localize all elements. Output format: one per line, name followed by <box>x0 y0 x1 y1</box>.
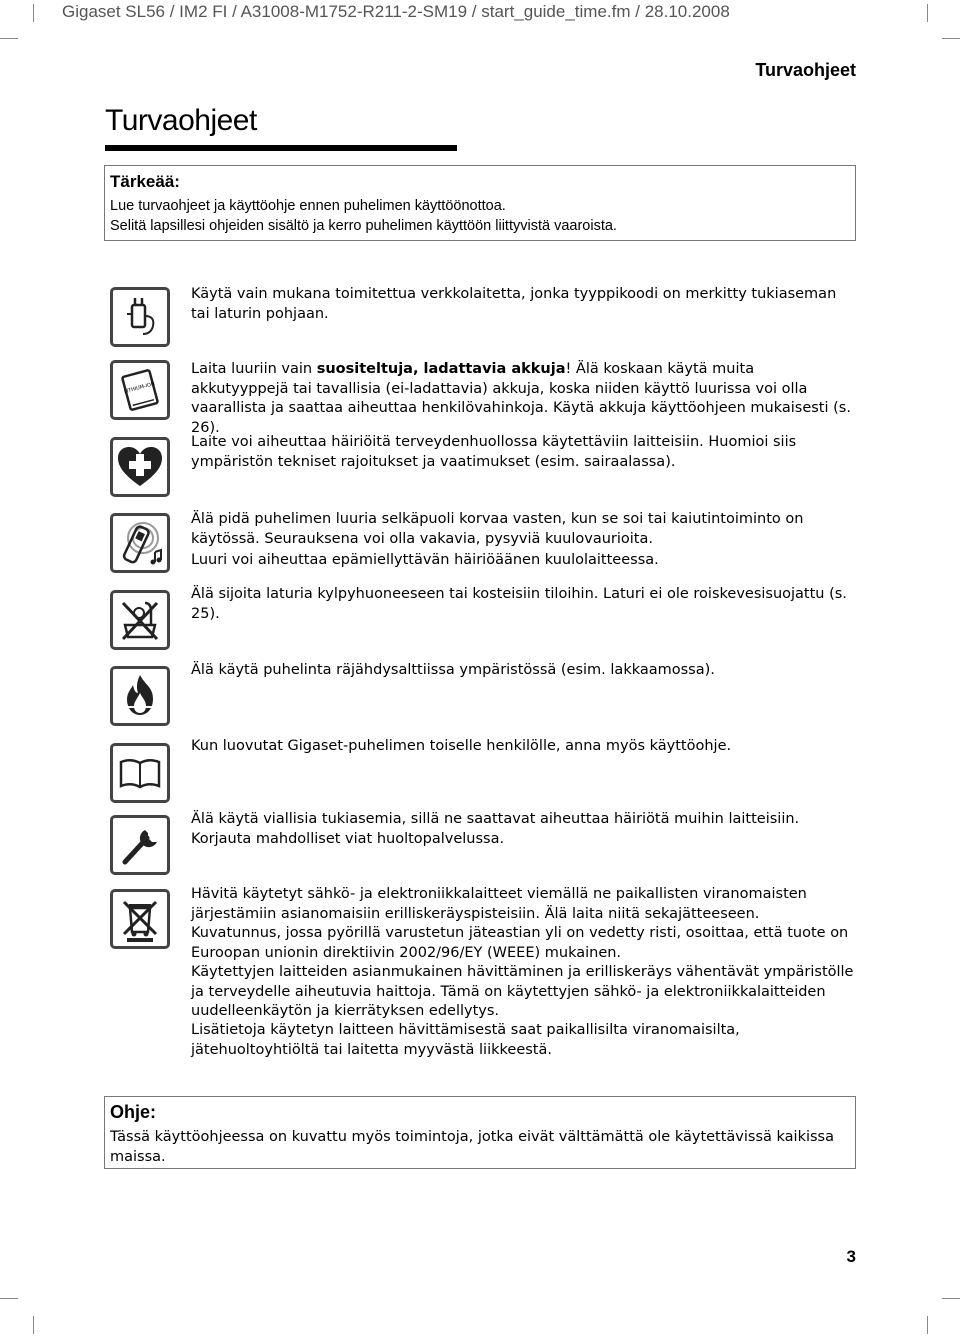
crop-mark <box>927 4 928 22</box>
handset-ear-icon <box>110 513 170 573</box>
medical-heart-icon <box>110 437 170 497</box>
page-title: Turvaohjeet <box>105 104 257 137</box>
adapter-text: Käytä vain mukana toimitettua verkkolaitetta, jonka tyyppikoodi on merkitty tukiaseman tai laturin pohjaan. <box>191 286 837 322</box>
file-header: Gigaset SL56 / IM2 FI / A31008-M1752-R211-2-SM19 / start_guide_time.fm / 28.10.2008 <box>62 2 730 21</box>
wrench-icon <box>110 815 170 875</box>
battery-text-intro: Laita luuriin vain <box>191 361 317 377</box>
weee-text-1: Hävitä käytetyt sähkö- ja elektroniikkalaitteet viemällä ne paikallisten viranomaisten järjestämiin asianomaisiin erilliskeräyspisteisiin. Älä laita niitä sekajätteeseen. <box>191 886 807 922</box>
battery-label: LITHIUM-ION <box>123 381 156 396</box>
no-bathroom-icon <box>110 590 170 650</box>
battery-text-rest: ! Älä koskaan käytä muita akkutyyppejä tai tavallisia (ei-ladattavia) akkuja, koska niiden käyttö luurissa voi olla vaarallista ja saattaa aiheuttaa henkilövahinkoja. Käytä akkuja käyttöohjeen mukaisesti (s. 26). <box>191 361 851 436</box>
crop-mark <box>927 1316 928 1334</box>
crop-mark <box>942 1298 960 1299</box>
hearing-aid-text: Luuri voi aiheuttaa epämiellyttävän häiriöäänen kuulolaitteessa. <box>191 552 659 568</box>
medical-text: Laite voi aiheuttaa häiriöitä terveydenhuollossa käytettäviin laitteisiin. Huomioi siis ympäristön tekniset rajoitukset ja vaatimukset (esim. sairaalassa). <box>191 434 797 470</box>
bathroom-text: Älä sijoita laturia kylpyhuoneeseen tai kosteisiin tiloihin. Laturi ei ole roiskevesisuojattu (s. 25). <box>191 586 847 622</box>
weee-bin-icon <box>110 889 170 949</box>
weee-text-4: Lisätietoja käytetyn laitteen hävittämisestä saat paikallisilta viranomaisilta, jätehuoltoyhtiöltä tai laitetta myyvästä liikkeestä. <box>191 1022 740 1058</box>
flame-icon <box>110 666 170 726</box>
important-title: Tärkeää: <box>110 172 180 191</box>
running-head: Turvaohjeet <box>755 60 856 80</box>
explosive-text: Älä käytä puhelinta räjähdysalttiissa ympäristössä (esim. lakkaamossa). <box>191 662 715 678</box>
repair-text: Älä käytä viallisia tukiasemia, sillä ne saattavat aiheuttaa häiriötä muihin laitteisiin. Korjauta mahdolliset viat huoltopalvelussa. <box>191 811 800 847</box>
battery-text-emphasis: suositeltuja, ladattavia akkuja <box>316 361 566 377</box>
open-book-icon <box>110 743 170 803</box>
crop-mark <box>33 1316 34 1334</box>
important-line-2: Selitä lapsillesi ohjeiden sisältö ja kerro puhelimen käyttöön liittyvistä vaaroista. <box>110 217 617 234</box>
crop-mark <box>0 1298 18 1299</box>
important-box <box>104 165 856 241</box>
battery-text <box>191 360 856 438</box>
crop-mark <box>0 38 18 39</box>
title-rule <box>105 145 457 151</box>
note-text: Tässä käyttöohjeessa on kuvattu myös toimintoja, jotka eivät välttämättä ole käytettävissä kaikissa maissa. <box>110 1129 834 1165</box>
weee-text-3: Käytettyjen laitteiden asianmukainen hävittäminen ja erilliskeräys vähentävät ympäristölle ja terveydelle aiheutuvia haittoja. Tämä on käytettyjen sähkö- ja elektroniikkalaitteiden uudelleenkäytön ja kierrätyksen edellytys. <box>191 964 854 1019</box>
note-box <box>104 1096 856 1169</box>
important-line-1: Lue turvaohjeet ja käyttöohje ennen puhelimen käyttöönottoa. <box>110 198 506 214</box>
page-number: 3 <box>846 1247 856 1266</box>
crop-mark <box>942 38 960 39</box>
note-title: Ohje: <box>110 1102 157 1122</box>
weee-text-2: Kuvatunnus, jossa pyörillä varustetun jäteastian yli on vedetty risti, osoittaa, että tuote on Euroopan unionin direktiivin 2002/96/EY (WEEE) mukainen. <box>191 925 849 961</box>
manual-text: Kun luovutat Gigaset-puhelimen toiselle henkilölle, anna myös käyttöohje. <box>191 738 732 754</box>
power-adapter-icon <box>110 287 170 347</box>
ear-text: Älä pidä puhelimen luuria selkäpuoli korvaa vasten, kun se soi tai kaiutintoiminto on käytössä. Seurauksena voi olla vakavia, pysyviä kuulovaurioita. <box>191 511 804 547</box>
battery-manual-icon <box>110 360 170 420</box>
crop-mark <box>33 4 34 22</box>
